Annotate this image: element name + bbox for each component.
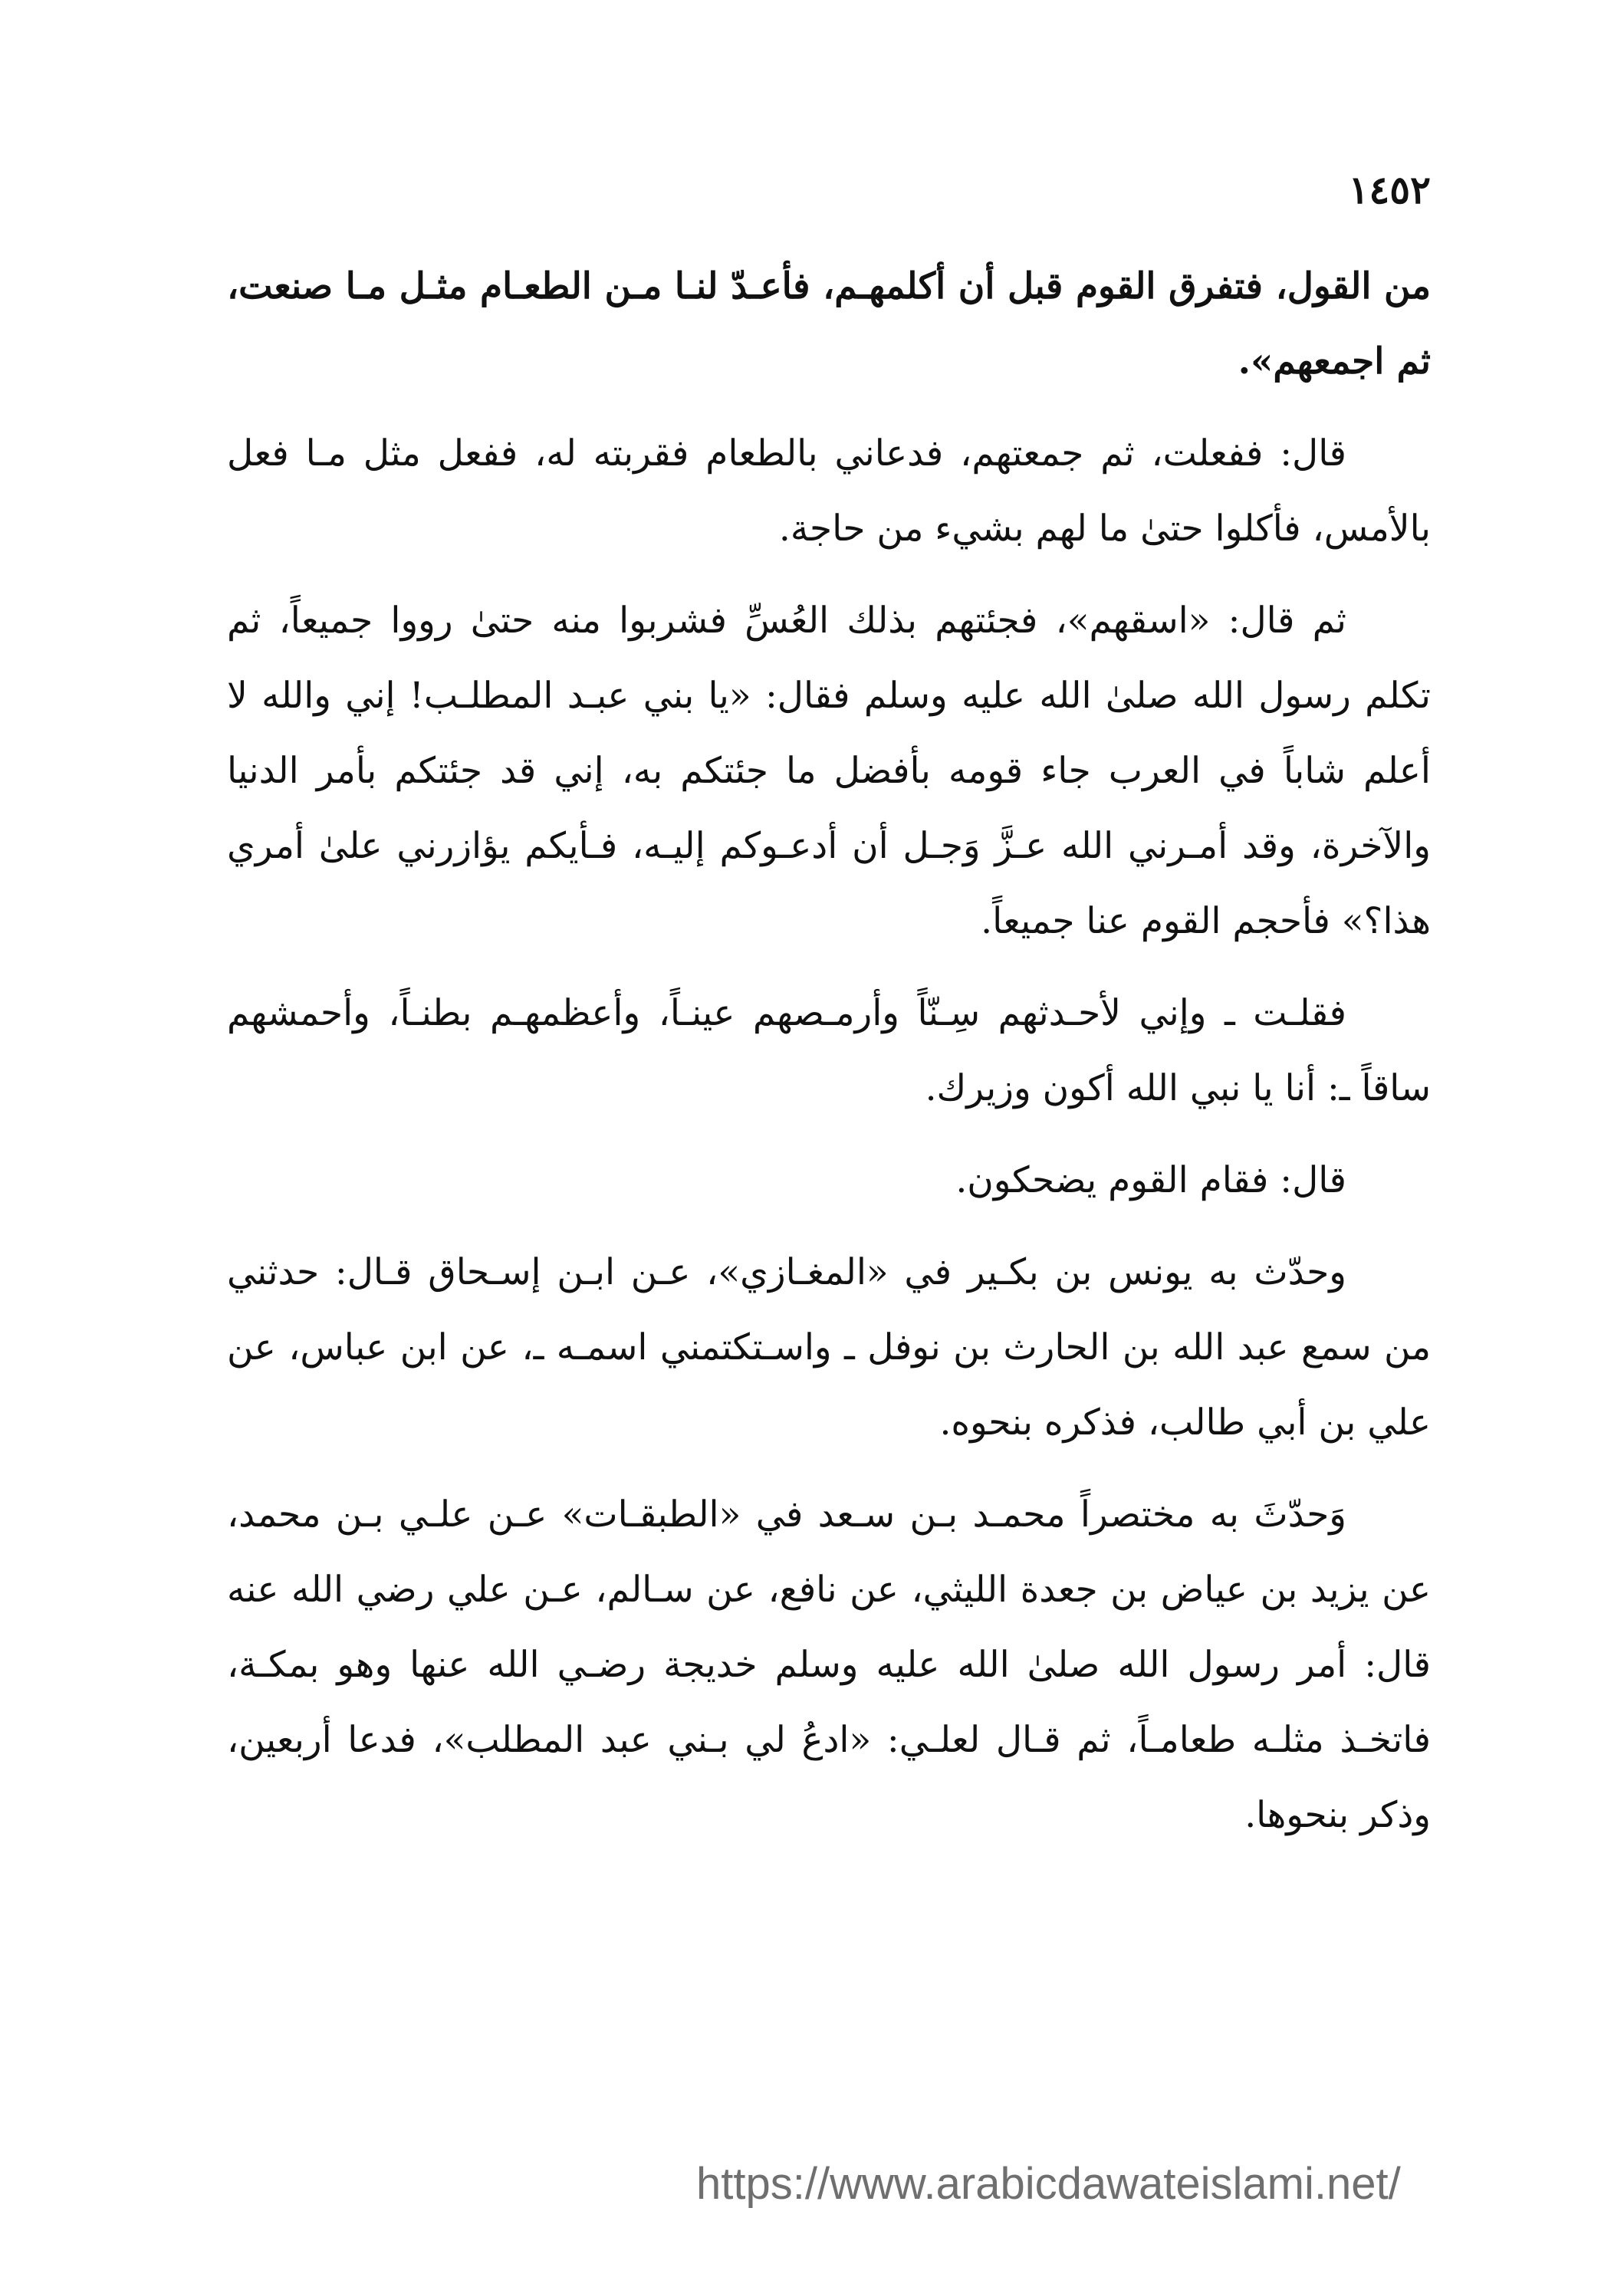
paragraph-4: فقلـت ـ وإني لأحـدثهم سِـنّاً وأرمـصهم عينـاً، وأعظمهـم بطنـاً، وأحمشهم ساقاً ـ: أنا يا نبي الله أكون وزيرك. <box>227 992 1431 1109</box>
paragraph-3: ثم قال: «اسقهم»، فجئتهم بذلك العُسِّ فشربوا منه حتىٰ رووا جميعاً، ثم تكلم رسول الله صلىٰ الله عليه وسلم فقال: «يا بني عبـد المطلـب! إني والله لا أعلم شاباً في العرب جاء قومه بأفضل ما جئتكم به، إني قد جئتكم بأمر الدنيا والآخرة، وقد أمـرني الله عـزَّ وَجـل أن أدعـوكم إليـه، فـأيكم يؤازرني علىٰ أمري هذا؟» فأحجم القوم عنا جميعاً. <box>227 600 1431 942</box>
body-text <box>227 249 1431 1870</box>
watermark-url: https://www.arabicdawateislami.net/ <box>696 2159 1401 2209</box>
paragraph-1: من القول، فتفرق القوم قبل أن أكلمهـم، فأعـدّ لنـا مـن الطعـام مثـل مـا صنعت، ثم اجمعهم». <box>227 265 1431 383</box>
paragraph-6: وحدّث به يونس بن بكـير في «المغـازي»، عـن ابـن إسـحاق قـال: حدثني من سمع عبد الله بن الحارث بن نوفل ـ واسـتكتمني اسمـه ـ، عن ابن عباس، عن علي بن أبي طالب، فذكره بنحوه. <box>227 1251 1431 1444</box>
paragraph-2: قال: ففعلت، ثم جمعتهم، فدعاني بالطعام فقربته له، ففعل مثل مـا فعل بالأمس، فأكلوا حتىٰ ما لهم بشيء من حاجة. <box>227 432 1431 550</box>
paragraph-5: قال: فقام القوم يضحكون. <box>955 1159 1346 1201</box>
page-number: ١٤٥٢ <box>1348 167 1431 212</box>
paragraph-7: وَحدّثَ به مختصراً محمـد بـن سـعد في «الطبقـات» عـن علـي بـن محمد، عن يزيد بن عياض بن جعدة الليثي، عن نافع، عن سـالم، عـن علي رضي الله عنه قال: أمر رسول الله صلىٰ الله عليه وسلم خديجة رضـي الله عنها وهو بمكـة، فاتخـذ مثلـه طعامـاً، ثم قـال لعلـي: «ادعُ لي بـني عبد المطلب»، فدعا أربعين، وذكر بنحوها. <box>227 1493 1431 1836</box>
